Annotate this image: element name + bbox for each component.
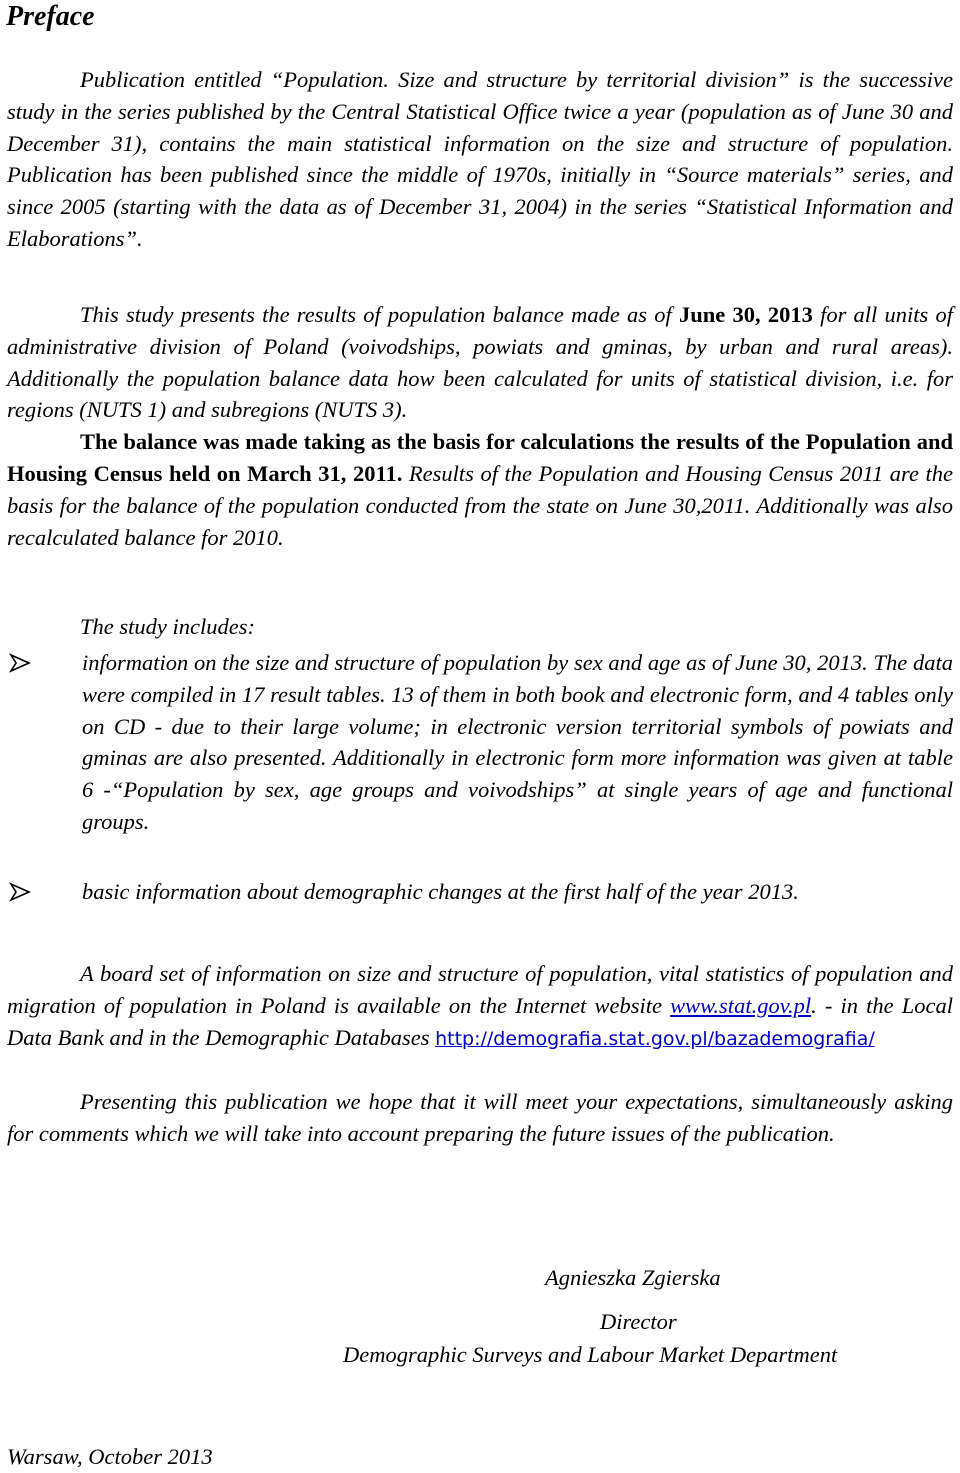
paragraph-availability	[7, 958, 953, 1055]
page-title: Preface	[6, 1, 95, 32]
demografia-link[interactable]: http://demografia.stat.gov.pl/bazademografia/	[435, 1027, 875, 1050]
paragraph-closing: Presenting this publication we hope that it will meet your expectations, simultaneously asking for comments which we will take into account preparing the future issues of the publication.	[7, 1089, 953, 1146]
intro-text: Publication entitled “Population. Size and structure by territorial division” is the successive study in the series published by the Central Statistical Office twice a year (population as of June 30 and December 31), contains the main statistical information on the size and structure of population.	[7, 67, 953, 156]
scope-text-a: This study presents the results of population balance made as of	[80, 302, 679, 327]
list-item-text: basic information about demographic changes at the first half of the year 2013.	[82, 879, 799, 904]
stat-gov-link[interactable]: www.stat.gov.pl	[670, 992, 812, 1018]
paragraph-intro	[7, 64, 953, 255]
arrow-bullet-icon	[7, 876, 67, 908]
census-text-c: Results of the Population and Housing Census 2011 are the basis for the balance of the population conducted from the state on June 30,2011. Additionally was also recalculated balance for 2010.	[7, 460, 953, 550]
availability-text-a: A board set of information on size and structure of population, vital statistics of population and migration of population in Poland is available on the Internet website	[7, 961, 953, 1018]
scope-date: June 30, 2013	[679, 302, 813, 327]
place-date: Warsaw, October 2013	[7, 1444, 213, 1469]
scope-text-b: for all units of administrative division of Poland (voivodships, powiats and gminas, by urban and rural areas). Additionally the population balance data how been calculated for units of statistical division, i.e. for regions (NUTS 1) and subregions (NUTS 3).	[7, 302, 953, 423]
list-item-text: information on the size and structure of population by sex and age as of June 30, 2013. The data were compiled in 17 result tables. 13 of them in both book and electronic form, and 4 tables only on CD - due to their large volume; in electronic version territorial symbols of powiats and gminas are also presented. Additionally in electronic form more information was given at table 6 -“Population by sex, age groups and voivodships” at single years of age and functional groups.	[82, 650, 953, 834]
census-basis-text: The balance was made taking as the basis for calculations the results of the Population and Housing Census held on March 31, 2011. Results of the Population and Housing Census 2011 are the basis for the balance of the population conducted from the state on June 30,2011. Additionally was also recalculated balance for 2010.	[7, 429, 953, 550]
paragraph-scope	[7, 299, 953, 553]
arrow-bullet-icon	[7, 647, 67, 679]
list-label: The study includes:	[80, 614, 255, 639]
signatory-role: Director	[600, 1309, 677, 1334]
signatory-name: Agnieszka Zgierska	[545, 1265, 721, 1290]
availability-text-b: . - in the Local Data Bank and in the Demographic Databases	[7, 992, 953, 1050]
intro-history-text: Publication has been published since the middle of 1970s, initially in “Source materials” series, and since 2005 (starting with the data as of December 31, 2004) in the series “Statistical Information and Elaborations”.	[7, 162, 953, 251]
signatory-department: Demographic Surveys and Labour Market Department	[343, 1342, 838, 1367]
